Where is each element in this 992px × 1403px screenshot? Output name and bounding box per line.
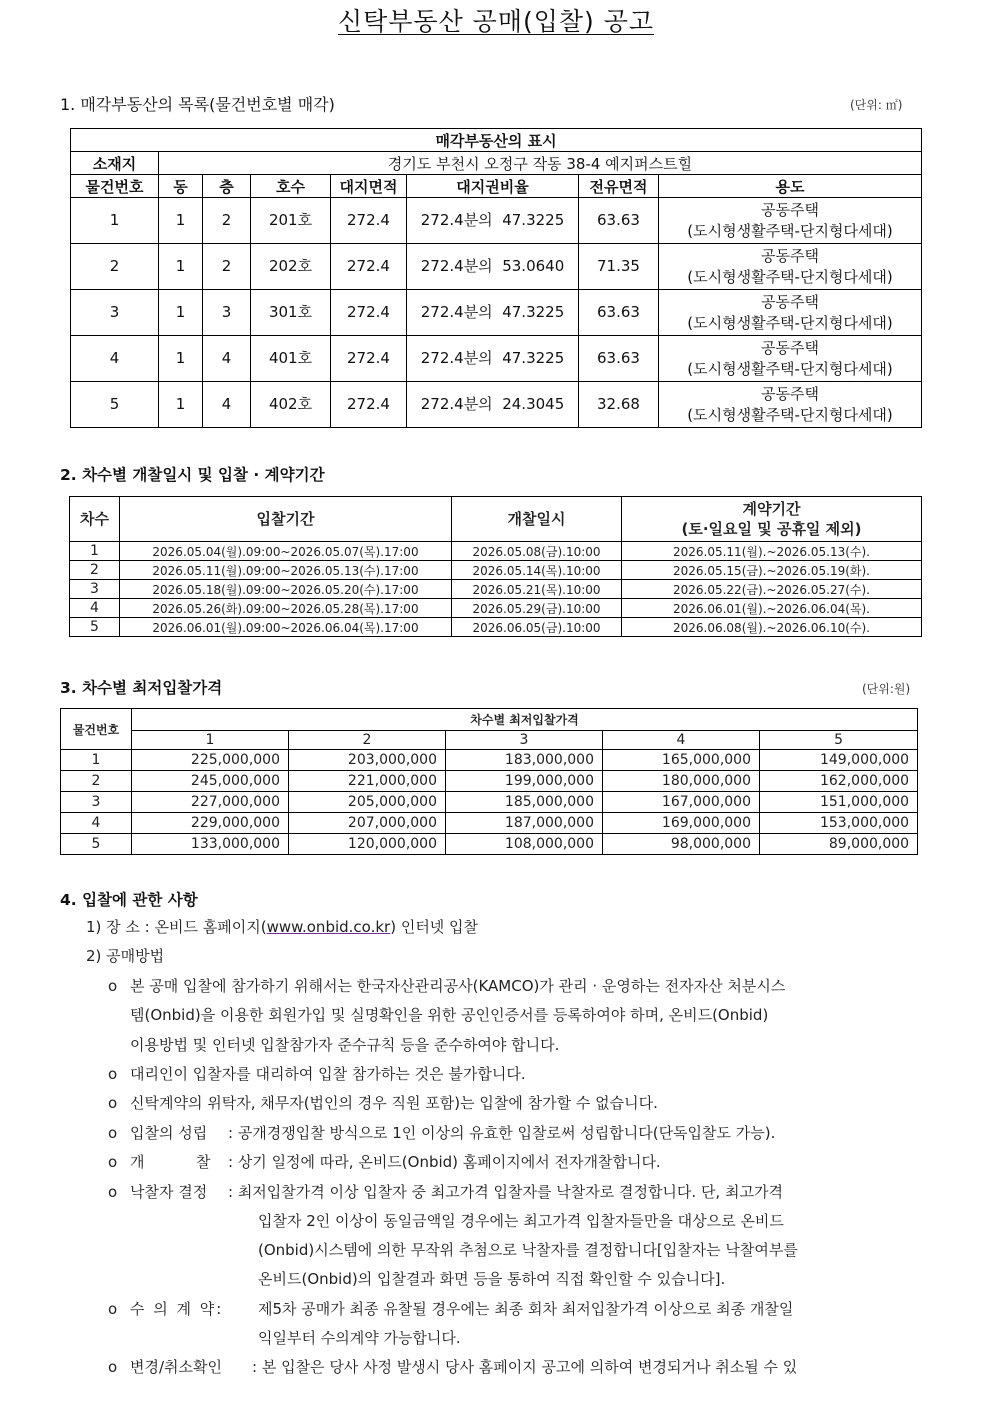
cell-use1: 공동주택 [761, 246, 819, 265]
table-row [61, 792, 918, 813]
col-header: 차수 [70, 497, 120, 542]
cell-price: 207,000,000 [289, 813, 446, 834]
col-header-item: 물건번호 [61, 709, 132, 750]
bullet-text: : 최저입찰가격 이상 입찰자 중 최고가격 입찰자를 낙찰자로 결정합니다. 단, 최고가격 [228, 1183, 783, 1201]
cell-price: 162,000,000 [760, 771, 918, 792]
location-value: 경기도 부천시 오정구 작동 38-4 예지퍼스트힐 [159, 152, 922, 175]
cell-open: 2026.05.14(목).10:00 [452, 561, 622, 580]
section2-heading: 2. 차수별 개찰일시 및 입찰 · 계약기간 [60, 466, 325, 484]
onbid-link[interactable]: www.onbid.co.kr [266, 918, 391, 936]
table-row [61, 813, 918, 834]
table-row [61, 750, 918, 771]
bullet-item [108, 1092, 658, 1113]
table-row [70, 580, 922, 599]
bullet-item [108, 1063, 526, 1084]
table-row [70, 599, 922, 618]
cell-ratio: 272.4분의 47.3225 [407, 336, 579, 382]
place-line [86, 916, 478, 937]
section4-heading: 4. 입찰에 관한 사항 [60, 891, 198, 909]
cell-price: 205,000,000 [289, 792, 446, 813]
bullet-text: 신탁계약의 위탁자, 채무자(법인의 경우 직원 포함)는 입찰에 참가할 수 없습니다. [130, 1094, 658, 1112]
section1-unit: (단위: ㎡) [850, 98, 903, 112]
cell-price: 187,000,000 [446, 813, 603, 834]
cell-no: 1 [71, 198, 159, 244]
col-header: 물건번호 [71, 175, 159, 198]
contract-header-note: (토·일요일 및 공휴일 제외) [681, 520, 862, 538]
bullet-icon: ο [108, 977, 118, 995]
section1-heading: 1. 매각부동산의 목록(물건번호별 매각) [60, 95, 335, 114]
cell-use [659, 382, 922, 428]
round-header: 3 [446, 731, 603, 750]
bullet-text: 이용방법 및 인터넷 입찰참가자 준수규칙 등을 준수하여야 합니다. [130, 1036, 560, 1054]
cell-no: 4 [71, 336, 159, 382]
cell-dong: 1 [159, 290, 203, 336]
round-header: 1 [132, 731, 289, 750]
cell-price: 151,000,000 [760, 792, 918, 813]
table-row [61, 834, 918, 855]
cell-item-no: 1 [61, 750, 132, 771]
cell-round: 2 [70, 561, 120, 580]
cell-unit: 301호 [251, 290, 331, 336]
cell-ratio: 272.4분의 47.3225 [407, 198, 579, 244]
cell-ratio: 272.4분의 47.3225 [407, 290, 579, 336]
table-row [71, 382, 922, 428]
cell-round: 3 [70, 580, 120, 599]
col-header: 호수 [251, 175, 331, 198]
round-header: 2 [289, 731, 446, 750]
cell-contract: 2026.05.15(금).~2026.05.19(화). [622, 561, 922, 580]
contract-header: 계약기간 [742, 500, 801, 518]
cell-round: 5 [70, 618, 120, 637]
cell-open: 2026.06.05(금).10:00 [452, 618, 622, 637]
cell-contract: 2026.05.11(월).~2026.05.13(수). [622, 542, 922, 561]
cell-ratio: 272.4분의 24.3045 [407, 382, 579, 428]
round-header: 4 [603, 731, 760, 750]
schedule-table [69, 496, 922, 637]
bullet-text: 입찰자 2인 이상이 동일금액일 경우에는 최고가격 입찰자들만을 대상으로 온비드 [258, 1212, 784, 1230]
cell-bid: 2026.05.04(월).09:00~2026.05.07(목).17:00 [120, 542, 452, 561]
bullet-icon: ο [108, 1065, 118, 1083]
cell-dong: 1 [159, 336, 203, 382]
table-title: 매각부동산의 표시 [71, 129, 922, 152]
cell-land: 272.4 [331, 198, 407, 244]
table-row [61, 771, 918, 792]
bullet-text: : 상기 일정에 따라, 온비드(Onbid) 홈페이지에서 전자개찰합니다. [228, 1153, 661, 1171]
bullet-text: (Onbid)시스템에 의한 무작위 추첨으로 낙찰자를 결정합니다[입찰자는 낙찰여부를 [258, 1241, 798, 1259]
col-header: 대지면적 [331, 175, 407, 198]
table-row [71, 290, 922, 336]
bullet-label: 수 의 계 약: [130, 1300, 224, 1318]
bullet-icon: ο [108, 1300, 118, 1318]
bullet-label: 입찰의 성립 [130, 1124, 208, 1142]
cell-use2: (도시형생활주택-단지형다세대) [687, 267, 893, 286]
cell-bid: 2026.05.11(월).09:00~2026.05.13(수).17:00 [120, 561, 452, 580]
cell-price: 153,000,000 [760, 813, 918, 834]
cell-price: 203,000,000 [289, 750, 446, 771]
bullet-text: 템(Onbid)을 이용한 회원가입 및 실명확인을 위한 공인인증서를 등록하여야 하며, 온비드(Onbid) [130, 1006, 769, 1024]
cell-contract: 2026.05.22(금).~2026.05.27(수). [622, 580, 922, 599]
bullet-text: : 공개경쟁입찰 방식으로 1인 이상의 유효한 입찰로써 성립합니다(단독입찰도 가능). [228, 1124, 776, 1142]
col-header-group: 차수별 최저입찰가격 [132, 709, 918, 731]
cell-use [659, 244, 922, 290]
cell-area: 32.68 [579, 382, 659, 428]
cell-floor: 2 [203, 244, 251, 290]
round-header: 5 [760, 731, 918, 750]
table-row [70, 542, 922, 561]
cell-land: 272.4 [331, 382, 407, 428]
cell-price: 221,000,000 [289, 771, 446, 792]
cell-price: 165,000,000 [603, 750, 760, 771]
table-row [71, 244, 922, 290]
bullet-label: 변경/취소확인 [130, 1358, 222, 1376]
cell-no: 2 [71, 244, 159, 290]
cell-contract: 2026.06.01(월).~2026.06.04(목). [622, 599, 922, 618]
cell-price: 185,000,000 [446, 792, 603, 813]
cell-area: 63.63 [579, 198, 659, 244]
cell-area: 63.63 [579, 336, 659, 382]
bullet-item [108, 1181, 783, 1202]
col-header: 대지권비율 [407, 175, 579, 198]
cell-item-no: 5 [61, 834, 132, 855]
cell-price: 108,000,000 [446, 834, 603, 855]
bullet-text: 본 공매 입찰에 참가하기 위해서는 한국자산관리공사(KAMCO)가 관리 · 운영하는 전자자산 처분시스 [130, 977, 786, 995]
section3-heading: 3. 차수별 최저입찰가격 [60, 679, 223, 697]
bullet-label: 찰 [196, 1153, 211, 1171]
cell-price: 227,000,000 [132, 792, 289, 813]
cell-land: 272.4 [331, 336, 407, 382]
cell-open: 2026.05.29(금).10:00 [452, 599, 622, 618]
cell-bid: 2026.06.01(월).09:00~2026.06.04(목).17:00 [120, 618, 452, 637]
col-header-contract [622, 497, 922, 542]
bullet-text: 온비드(Onbid)의 입찰결과 화면 등을 통하여 직접 확인할 수 있습니다]. [258, 1270, 726, 1288]
cell-use [659, 198, 922, 244]
cell-use1: 공동주택 [761, 384, 819, 403]
cell-area: 71.35 [579, 244, 659, 290]
cell-use2: (도시형생활주택-단지형다세대) [687, 313, 893, 332]
table-row [71, 336, 922, 382]
cell-use2: (도시형생활주택-단지형다세대) [687, 221, 893, 240]
bullet-item [108, 1298, 793, 1319]
page-title [0, 2, 992, 38]
cell-price: 167,000,000 [603, 792, 760, 813]
cell-price: 229,000,000 [132, 813, 289, 834]
cell-ratio: 272.4분의 53.0640 [407, 244, 579, 290]
cell-item-no: 4 [61, 813, 132, 834]
bullet-icon: ο [108, 1153, 118, 1171]
cell-bid: 2026.05.26(화).09:00~2026.05.28(목).17:00 [120, 599, 452, 618]
cell-price: 133,000,000 [132, 834, 289, 855]
col-header: 개찰일시 [452, 497, 622, 542]
cell-price: 98,000,000 [603, 834, 760, 855]
bullet-icon: ο [108, 1124, 118, 1142]
cell-floor: 4 [203, 382, 251, 428]
bullet-icon: ο [108, 1183, 118, 1201]
section3-unit: (단위:원) [862, 682, 911, 696]
bullet-icon: ο [108, 1094, 118, 1112]
bullet-text: 대리인이 입찰자를 대리하여 입찰 참가하는 것은 불가합니다. [130, 1065, 526, 1083]
cell-floor: 2 [203, 198, 251, 244]
cell-dong: 1 [159, 382, 203, 428]
cell-price: 183,000,000 [446, 750, 603, 771]
cell-price: 225,000,000 [132, 750, 289, 771]
place-suffix: ) 인터넷 입찰 [390, 918, 479, 936]
cell-open: 2026.05.21(목).10:00 [452, 580, 622, 599]
cell-item-no: 2 [61, 771, 132, 792]
cell-item-no: 3 [61, 792, 132, 813]
cell-dong: 1 [159, 244, 203, 290]
table-row [70, 561, 922, 580]
cell-dong: 1 [159, 198, 203, 244]
cell-land: 272.4 [331, 244, 407, 290]
col-header: 입찰기간 [120, 497, 452, 542]
bullet-icon: ο [108, 1358, 118, 1376]
cell-price: 169,000,000 [603, 813, 760, 834]
bullet-item [108, 975, 785, 996]
col-header: 용도 [659, 175, 922, 198]
location-label: 소재지 [71, 152, 159, 175]
cell-use1: 공동주택 [761, 338, 819, 357]
cell-land: 272.4 [331, 290, 407, 336]
cell-open: 2026.05.08(금).10:00 [452, 542, 622, 561]
cell-contract: 2026.06.08(월).~2026.06.10(수). [622, 618, 922, 637]
bullet-text: 익일부터 수의계약 가능합니다. [258, 1329, 461, 1347]
min-price-table [60, 708, 918, 855]
cell-no: 3 [71, 290, 159, 336]
cell-use2: (도시형생활주택-단지형다세대) [687, 359, 893, 378]
cell-no: 5 [71, 382, 159, 428]
method-label: 2) 공매방법 [86, 947, 165, 965]
cell-round: 1 [70, 542, 120, 561]
page-title-text: 신탁부동산 공매(입찰) 공고 [337, 7, 655, 36]
cell-use [659, 290, 922, 336]
cell-use [659, 336, 922, 382]
cell-price: 180,000,000 [603, 771, 760, 792]
bullet-text: 제5차 공매가 최종 유찰될 경우에는 최종 회차 최저입찰가격 이상으로 최종 개찰일 [258, 1300, 794, 1318]
table-row [70, 618, 922, 637]
bullet-item [108, 1356, 797, 1377]
cell-unit: 402호 [251, 382, 331, 428]
cell-area: 63.63 [579, 290, 659, 336]
col-header: 전유면적 [579, 175, 659, 198]
cell-price: 89,000,000 [760, 834, 918, 855]
cell-price: 149,000,000 [760, 750, 918, 771]
cell-price: 120,000,000 [289, 834, 446, 855]
bullet-item [108, 1122, 775, 1143]
cell-round: 4 [70, 599, 120, 618]
cell-floor: 3 [203, 290, 251, 336]
cell-price: 199,000,000 [446, 771, 603, 792]
col-header: 층 [203, 175, 251, 198]
bullet-label: 개 [130, 1153, 145, 1171]
cell-bid: 2026.05.18(월).09:00~2026.05.20(수).17:00 [120, 580, 452, 599]
col-header: 동 [159, 175, 203, 198]
cell-floor: 4 [203, 336, 251, 382]
bullet-label: 낙찰자 결정 [130, 1183, 208, 1201]
table-row [71, 198, 922, 244]
bullet-item [108, 1151, 661, 1172]
bullet-text: : 본 입찰은 당사 사정 발생시 당사 홈페이지 공고에 의하여 변경되거나 취소될 수 있 [252, 1358, 798, 1376]
place-label: 1) 장 소 : 온비드 홈페이지( [86, 918, 267, 936]
cell-use1: 공동주택 [761, 292, 819, 311]
cell-unit: 201호 [251, 198, 331, 244]
cell-price: 245,000,000 [132, 771, 289, 792]
cell-use1: 공동주택 [761, 200, 819, 219]
property-list-table [70, 128, 922, 428]
cell-unit: 202호 [251, 244, 331, 290]
cell-unit: 401호 [251, 336, 331, 382]
cell-use2: (도시형생활주택-단지형다세대) [687, 405, 893, 424]
